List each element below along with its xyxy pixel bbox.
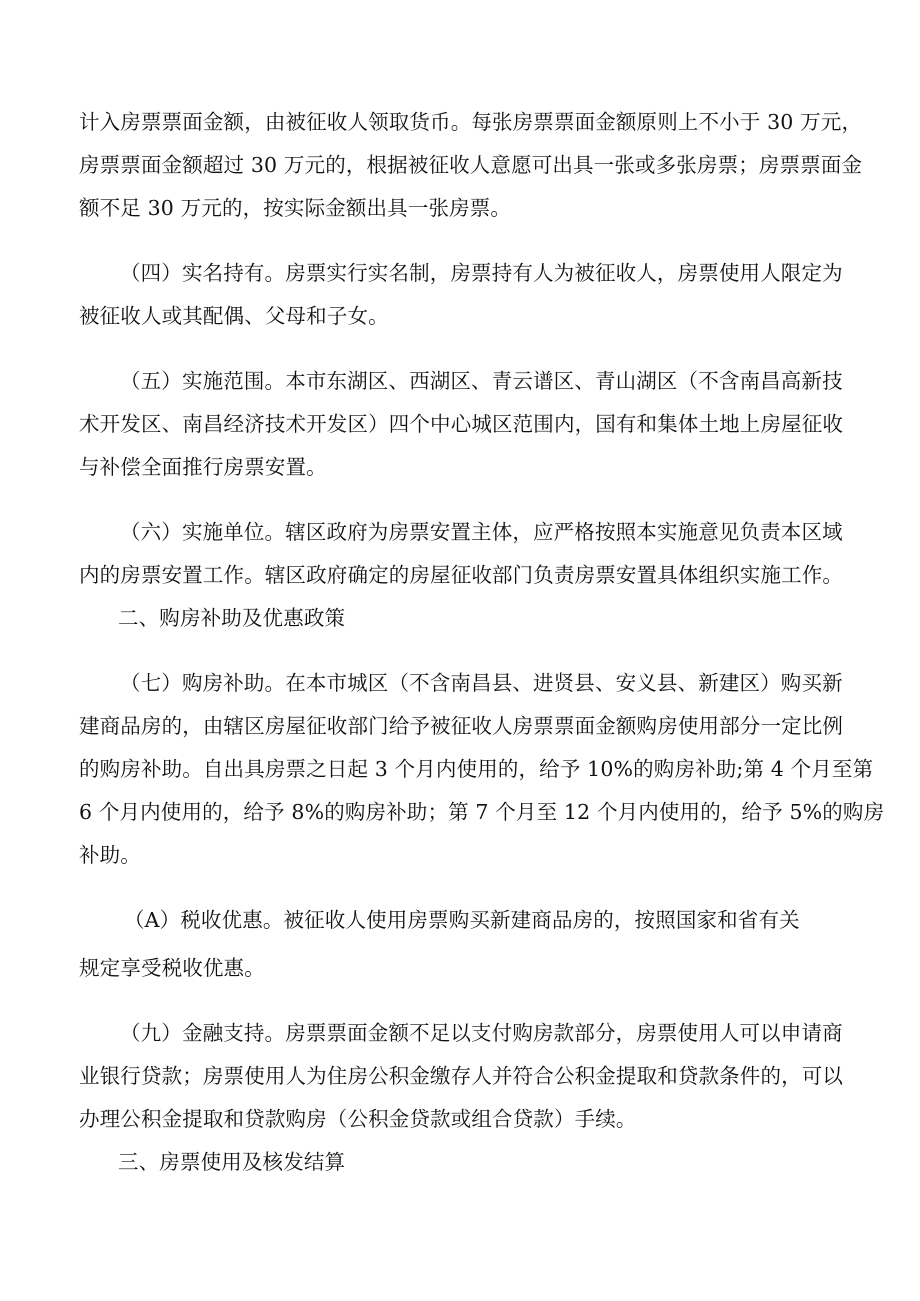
paragraph-line: （A）税收优惠。被征收人使用房票购买新建商品房的，按照国家和省有关 — [124, 908, 800, 932]
paragraph-line: 建商品房的，由辖区房屋征收部门给予被征收人房票票面金额购房使用部分一定比例 — [79, 714, 844, 738]
paragraph-line: （九）金融支持。房票票面金额不足以支付购房款部分，房票使用人可以申请商 — [120, 1021, 843, 1045]
paragraph-line: 内的房票安置工作。辖区政府确定的房屋征收部门负责房票安置具体组织实施工作。 — [79, 563, 844, 587]
paragraph-line: 被征收人或其配偶、父母和子女。 — [79, 304, 389, 328]
paragraph-line: 术开发区、南昌经济技术开发区）四个中心城区范围内，国有和集体土地上房屋征收 — [79, 412, 844, 436]
paragraph-line: 业银行贷款；房票使用人为住房公积金缴存人并符合公积金提取和贷款条件的，可以 — [79, 1064, 844, 1088]
paragraph-line: 计入房票票面金额，由被征收人领取货币。每张房票票面金额原则上不小于 30 万元， — [79, 110, 863, 134]
paragraph-line: （四）实名持有。房票实行实名制，房票持有人为被征收人，房票使用人限定为 — [120, 261, 843, 285]
paragraph-line: 规定享受税收优惠。 — [79, 956, 265, 980]
paragraph-line: 的购房补助。自出具房票之日起 3 个月内使用的，给予 10%的购房补助;第 4 个月至第 — [79, 757, 874, 781]
paragraph-line: 房票票面金额超过 30 万元的，根据被征收人意愿可出具一张或多张房票；房票票面金 — [79, 153, 863, 177]
paragraph-line: （七）购房补助。在本市城区（不含南昌县、进贤县、安义县、新建区）购买新 — [120, 671, 843, 695]
paragraph-line: 额不足 30 万元的，按实际金额出具一张房票。 — [79, 196, 512, 220]
section-heading: 三、房票使用及核发结算 — [118, 1150, 346, 1174]
paragraph-line: 与补偿全面推行房票安置。 — [79, 455, 327, 479]
paragraph-line: 补助。 — [79, 843, 141, 867]
paragraph-line: 6 个月内使用的，给予 8%的购房补助；第 7 个月至 12 个月内使用的，给予 5%的购房 — [79, 800, 885, 824]
section-heading: 二、购房补助及优惠政策 — [118, 606, 346, 630]
paragraph-line: （五）实施范围。本市东湖区、西湖区、青云谱区、青山湖区（不含南昌高新技 — [120, 369, 843, 393]
paragraph-line: （六）实施单位。辖区政府为房票安置主体，应严格按照本实施意见负责本区域 — [120, 520, 843, 544]
paragraph-line: 办理公积金提取和贷款购房（公积金贷款或组合贷款）手续。 — [79, 1107, 637, 1131]
